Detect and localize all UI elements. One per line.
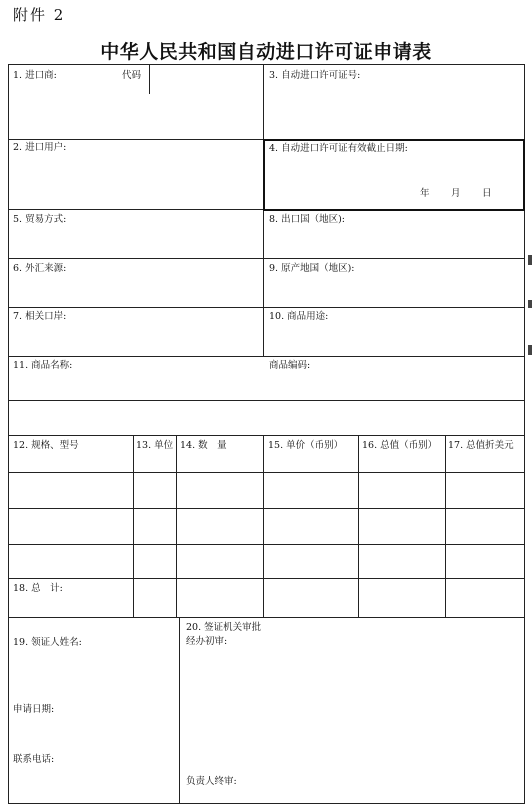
goods-purpose-label: 10. 商品用途:: [269, 311, 329, 322]
form-title: 中华人民共和国自动进口许可证申请表: [100, 41, 432, 63]
application-form: [8, 64, 525, 804]
year-label: 年: [420, 188, 430, 199]
row-divider: [8, 544, 525, 545]
row-divider: [8, 307, 525, 308]
border-bottom: [8, 803, 525, 804]
importer-label: 1. 进口商:: [13, 70, 57, 81]
table-col-divider: [358, 435, 359, 617]
code-label: 代码: [122, 70, 142, 81]
row-divider: [8, 356, 525, 357]
origin-country-label: 9. 原产地国（地区):: [269, 263, 355, 274]
table-col-divider: [176, 435, 177, 617]
collector-name-label: 19. 领证人姓名:: [13, 637, 82, 648]
goods-name-label: 11. 商品名称:: [13, 360, 73, 371]
approval-label: 20. 签证机关审批: [186, 622, 262, 633]
spec-header: 12. 规格、型号: [13, 440, 79, 451]
license-number-label: 3. 自动进口许可证号:: [269, 70, 361, 81]
row-divider: [8, 258, 525, 259]
unit-header: 13. 单位: [136, 440, 174, 451]
forex-source-label: 6. 外汇来源:: [13, 263, 67, 274]
phone-label: 联系电话:: [13, 754, 55, 765]
scan-edge-mark: [528, 345, 532, 355]
border-top: [8, 64, 525, 65]
table-col-divider: [445, 435, 446, 617]
apply-date-label: 申请日期:: [13, 704, 55, 715]
annex-label: 附件 2: [13, 6, 66, 24]
month-label: 月: [451, 188, 461, 199]
bottom-col-divider: [179, 617, 180, 804]
import-user-label: 2. 进口用户:: [13, 142, 67, 153]
first-review-label: 经办初审:: [186, 636, 228, 647]
goods-code-label: 商品编码:: [269, 360, 311, 371]
scan-edge-mark: [528, 255, 532, 265]
final-review-label: 负责人终审:: [186, 776, 237, 787]
row-divider: [8, 472, 525, 473]
unit-price-header: 15. 单价（币别）: [268, 440, 344, 451]
usd-value-header: 17. 总值折美元: [448, 440, 514, 451]
row-divider: [8, 617, 525, 618]
table-col-divider: [263, 435, 264, 617]
total-value-header: 16. 总值（币别）: [362, 440, 438, 451]
day-label: 日: [482, 188, 492, 199]
row-divider: [8, 435, 525, 436]
border-left: [8, 64, 9, 804]
port-label: 7. 相关口岸:: [13, 311, 67, 322]
code-divider: [149, 64, 150, 94]
expiry-date-label: 4. 自动进口许可证有效截止日期:: [269, 143, 408, 154]
trade-mode-label: 5. 贸易方式:: [13, 214, 67, 225]
export-country-label: 8. 出口国（地区):: [269, 214, 345, 225]
row-divider: [8, 578, 525, 579]
table-col-divider: [133, 435, 134, 617]
row-divider: [8, 400, 525, 401]
row-divider: [8, 508, 525, 509]
grand-total-label: 18. 总 计:: [13, 583, 63, 594]
scan-edge-mark: [528, 300, 532, 308]
quantity-header: 14. 数 量: [180, 440, 227, 451]
